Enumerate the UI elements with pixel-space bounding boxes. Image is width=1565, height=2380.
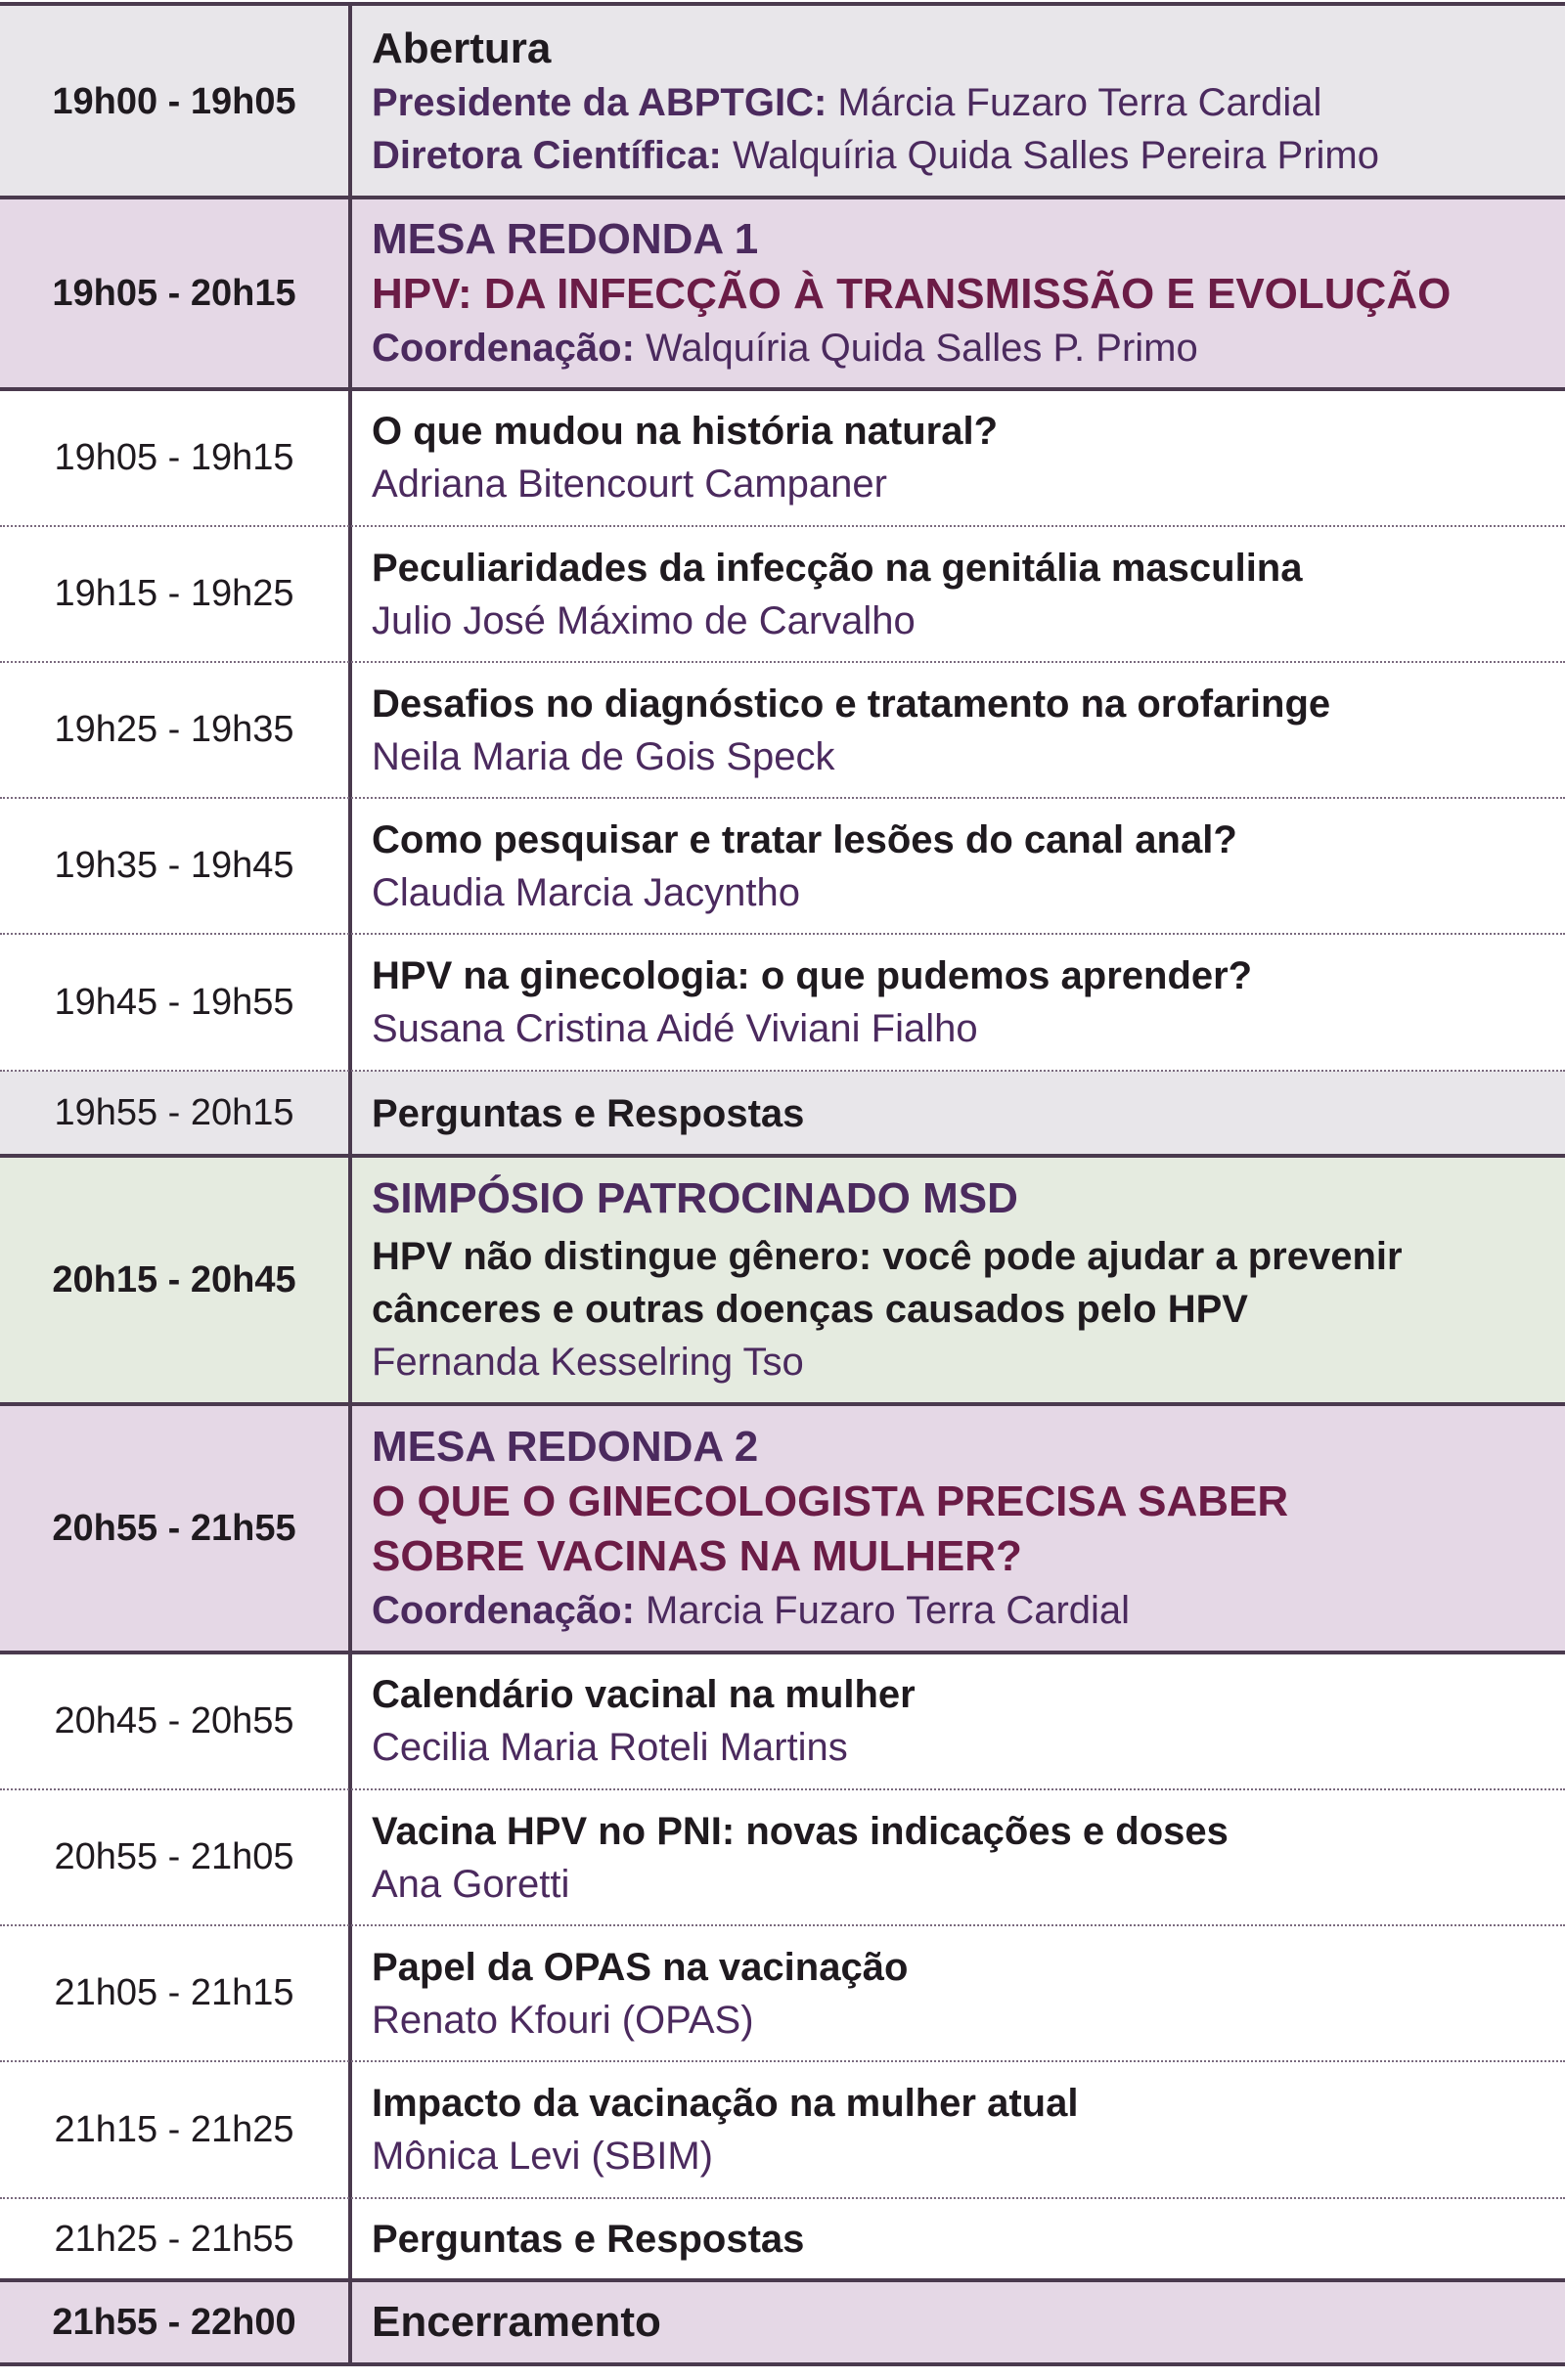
director-label: Diretora Científica: — [372, 134, 722, 177]
president-line — [372, 76, 1565, 129]
schedule-row-qa — [0, 1071, 1565, 1156]
talk-title: Calendário vacinal na mulher — [372, 1673, 916, 1716]
row-divider-dotted — [0, 1070, 1565, 1072]
talk-title: Papel da OPAS na vacinação — [372, 1945, 909, 1989]
row-divider-dotted — [0, 661, 1565, 663]
row-divider-dotted — [0, 2060, 1565, 2062]
speaker-name: Julio José Máximo de Carvalho — [372, 598, 916, 642]
row-time: 20h55 - 21h05 — [54, 1836, 294, 1877]
schedule-row-round-table-1 — [0, 198, 1565, 389]
closing-title: Encerramento — [372, 2298, 661, 2346]
row-divider — [0, 1154, 1565, 1158]
schedule-row-opening — [0, 6, 1565, 198]
coordination-line — [372, 1584, 1565, 1637]
session-subtitle-line-2: SOBRE VACINAS NA MULHER? — [372, 1532, 1022, 1580]
speaker-name: Cecilia Maria Roteli Martins — [372, 1726, 848, 1769]
schedule-row-talk — [0, 1653, 1565, 1789]
talk-title: Vacina HPV no PNI: novas indicações e doses — [372, 1809, 1229, 1853]
talk-title: Como pesquisar e tratar lesões do canal anal? — [372, 817, 1237, 861]
row-time: 21h25 - 21h55 — [54, 2218, 294, 2260]
scientific-director-line — [372, 129, 1565, 182]
president-label: Presidente da ABPTGIC: — [372, 81, 827, 124]
speaker-name: Claudia Marcia Jacyntho — [372, 870, 800, 914]
talk-title: O que mudou na história natural? — [372, 410, 999, 453]
director-name: Walquíria Quida Salles Pereira Primo — [721, 134, 1379, 177]
symposium-topic-line-2: cânceres e outras doenças causados pelo HPV — [372, 1288, 1248, 1331]
schedule-row-talk — [0, 1789, 1565, 1925]
row-divider — [0, 387, 1565, 391]
schedule-row-round-table-2 — [0, 1404, 1565, 1653]
speaker-name: Fernanda Kesselring Tso — [372, 1341, 804, 1384]
row-divider — [0, 1651, 1565, 1654]
row-time: 19h15 - 19h25 — [54, 573, 294, 614]
session-subtitle-line-1: O QUE O GINECOLOGISTA PRECISA SABER — [372, 1477, 1289, 1525]
schedule-row-talk — [0, 798, 1565, 934]
row-title: Abertura — [372, 24, 552, 72]
row-divider-dotted — [0, 1788, 1565, 1790]
row-time: 19h25 - 19h35 — [54, 709, 294, 750]
row-time: 20h45 - 20h55 — [54, 1699, 294, 1741]
session-subtitle: HPV: DA INFECÇÃO À TRANSMISSÃO E EVOLUÇÃO — [372, 270, 1452, 318]
row-time: 20h55 - 21h55 — [52, 1507, 296, 1549]
coordination-label: Coordenação: — [372, 327, 635, 370]
schedule-row-talk — [0, 1925, 1565, 2061]
session-title: SIMPÓSIO PATROCINADO MSD — [372, 1174, 1018, 1222]
schedule-row-talk — [0, 662, 1565, 798]
speaker-name: Ana Goretti — [372, 1862, 570, 1906]
row-time: 19h35 - 19h45 — [54, 845, 294, 886]
row-divider-dotted — [0, 797, 1565, 799]
talk-title: HPV na ginecologia: o que pudemos aprender? — [372, 954, 1253, 997]
coordinator-name: Marcia Fuzaro Terra Cardial — [634, 1589, 1131, 1632]
row-divider — [0, 2278, 1565, 2282]
schedule-row-talk — [0, 389, 1565, 526]
schedule-row-talk — [0, 526, 1565, 662]
schedule-row-closing — [0, 2280, 1565, 2364]
row-time: 21h05 - 21h15 — [54, 1972, 294, 2013]
row-time: 19h00 - 19h05 — [52, 80, 296, 122]
session-title: MESA REDONDA 2 — [372, 1423, 759, 1471]
row-time: 19h05 - 20h15 — [52, 272, 296, 314]
coordination-label: Coordenação: — [372, 1589, 635, 1632]
row-time: 19h05 - 19h15 — [54, 436, 294, 478]
row-divider-dotted — [0, 933, 1565, 935]
speaker-name: Susana Cristina Aidé Viviani Fialho — [372, 1007, 978, 1050]
row-divider-dotted — [0, 525, 1565, 527]
talk-title: Impacto da vacinação na mulher atual — [372, 2082, 1079, 2125]
row-time: 21h55 - 22h00 — [52, 2301, 296, 2343]
qa-title: Perguntas e Respostas — [372, 1091, 805, 1135]
row-divider — [0, 196, 1565, 199]
speaker-name: Neila Maria de Gois Speck — [372, 734, 835, 778]
president-name: Márcia Fuzaro Terra Cardial — [827, 81, 1322, 124]
row-divider-dotted — [0, 1924, 1565, 1926]
row-divider-dotted — [0, 2197, 1565, 2199]
coordinator-name: Walquíria Quida Salles P. Primo — [634, 327, 1198, 370]
row-time: 19h55 - 20h15 — [54, 1092, 294, 1133]
qa-title: Perguntas e Respostas — [372, 2218, 805, 2261]
speaker-name: Adriana Bitencourt Campaner — [372, 463, 887, 506]
schedule-row-qa — [0, 2198, 1565, 2280]
speaker-name: Mônica Levi (SBIM) — [372, 2135, 713, 2178]
table-border-bottom — [0, 2362, 1565, 2366]
schedule-row-sponsored-symposium — [0, 1156, 1565, 1404]
row-time: 21h15 - 21h25 — [54, 2108, 294, 2150]
talk-title: Desafios no diagnóstico e tratamento na orofaringe — [372, 682, 1331, 726]
speaker-name: Renato Kfouri (OPAS) — [372, 1998, 754, 2042]
row-time: 19h45 - 19h55 — [54, 981, 294, 1023]
schedule-row-talk — [0, 934, 1565, 1071]
table-border-top — [0, 2, 1565, 6]
coordination-line — [372, 322, 1565, 375]
row-time: 20h15 - 20h45 — [52, 1258, 296, 1300]
session-title: MESA REDONDA 1 — [372, 215, 759, 263]
symposium-topic-line-1: HPV não distingue gênero: você pode ajudar a prevenir — [372, 1235, 1403, 1278]
schedule-row-talk — [0, 2061, 1565, 2198]
talk-title: Peculiaridades da infecção na genitália masculina — [372, 546, 1303, 590]
row-divider — [0, 1402, 1565, 1406]
